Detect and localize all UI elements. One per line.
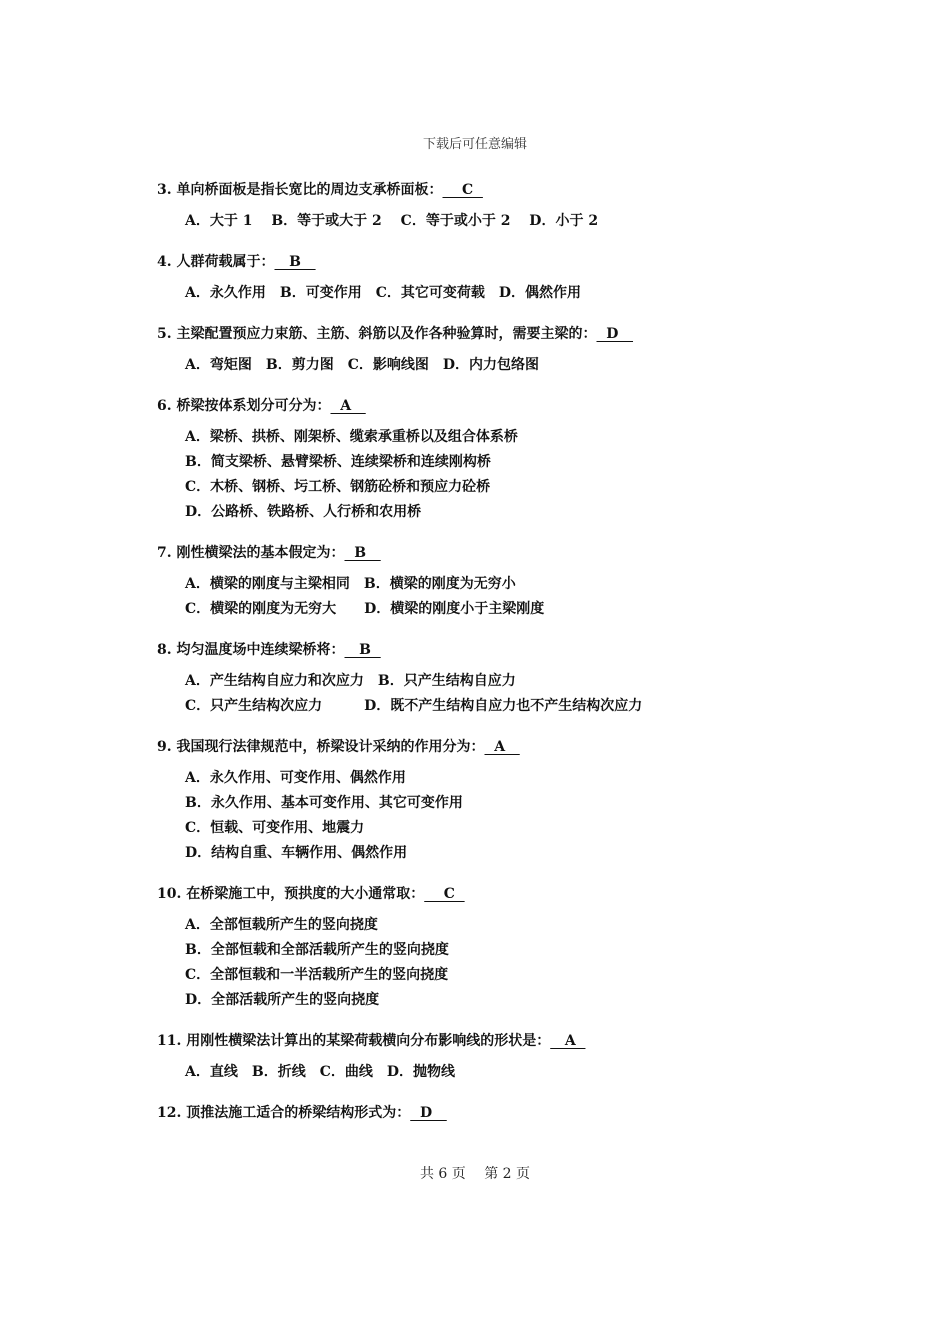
answer-blank: A xyxy=(484,739,520,755)
option-line: A．产生结构自应力和次应力 B．只产生结构自应力 xyxy=(185,673,516,689)
answer-blank: B xyxy=(344,642,381,658)
option-line: A．梁桥、拱桥、刚架桥、缆索承重桥以及组合体系桥 xyxy=(185,429,518,445)
question-text: 6. 桥梁按体系划分可分为： xyxy=(157,398,331,414)
option-line: C．横梁的刚度为无穷大 D．横梁的刚度小于主梁刚度 xyxy=(185,601,545,617)
answer-blank: D xyxy=(410,1105,447,1121)
option-list xyxy=(157,425,857,525)
answer-blank: C xyxy=(424,886,465,902)
page-header: 下载后可任意编辑 xyxy=(422,137,527,152)
question-block xyxy=(157,180,857,234)
answer-blank: C xyxy=(442,182,483,198)
question-stem xyxy=(157,543,857,563)
question-stem xyxy=(157,1103,857,1123)
option-line: A．永久作用 B．可变作用 C．其它可变荷载 D．偶然作用 xyxy=(185,285,581,301)
question-block xyxy=(157,543,857,622)
option-list xyxy=(157,766,857,866)
question-text: 4. 人群荷载属于： xyxy=(157,254,275,270)
question-text: 11. 用刚性横梁法计算出的某梁荷载横向分布影响线的形状是： xyxy=(157,1033,551,1049)
question-block xyxy=(157,1031,857,1085)
option-line: C．全部恒载和一半活载所产生的竖向挠度 xyxy=(185,967,449,983)
option-list xyxy=(157,669,857,719)
question-block xyxy=(157,884,857,1013)
option-list xyxy=(157,281,857,306)
question-block xyxy=(157,1103,857,1123)
option-line: B．简支梁桥、悬臂梁桥、连续梁桥和连续刚构桥 xyxy=(185,454,491,470)
page-footer: 共 6 页 第 2 页 xyxy=(419,1166,531,1182)
answer-blank: A xyxy=(550,1033,586,1049)
option-list xyxy=(157,572,857,622)
question-text: 7. 刚性横梁法的基本假定为： xyxy=(157,545,345,561)
option-line: C．只产生结构次应力 D．既不产生结构自应力也不产生结构次应力 xyxy=(185,698,643,714)
option-list xyxy=(157,1060,857,1085)
question-stem xyxy=(157,252,857,272)
answer-blank: D xyxy=(596,326,634,342)
option-line: B．永久作用、基本可变作用、其它可变作用 xyxy=(185,795,463,811)
question-text: 5. 主梁配置预应力束筋、主筋、斜筋以及作各种验算时，需要主梁的： xyxy=(157,326,597,342)
option-line: A．弯矩图 B．剪力图 C．影响线图 D．内力包络图 xyxy=(185,357,539,373)
question-stem xyxy=(157,396,857,416)
option-list xyxy=(157,913,857,1013)
option-list xyxy=(157,353,857,378)
question-text: 10. 在桥梁施工中，预拱度的大小通常取： xyxy=(157,886,425,902)
question-stem xyxy=(157,640,857,660)
question-stem xyxy=(157,884,857,904)
question-block xyxy=(157,396,857,525)
question-text: 8. 均匀温度场中连续梁桥将： xyxy=(157,642,345,658)
answer-blank: B xyxy=(274,254,316,270)
option-line: D．公路桥、铁路桥、人行桥和农用桥 xyxy=(185,504,422,520)
option-line: B．全部恒载和全部活载所产生的竖向挠度 xyxy=(185,942,449,958)
option-line: A．直线 B．折线 C．曲线 D．抛物线 xyxy=(185,1064,455,1080)
question-stem xyxy=(157,737,857,757)
answer-blank: A xyxy=(330,398,366,414)
question-block xyxy=(157,324,857,378)
option-line: A．永久作用、可变作用、偶然作用 xyxy=(185,770,406,786)
question-text: 12. 顶推法施工适合的桥梁结构形式为： xyxy=(157,1105,411,1121)
answer-blank: B xyxy=(344,545,381,561)
question-block xyxy=(157,640,857,719)
option-line: A．全部恒载所产生的竖向挠度 xyxy=(185,917,378,933)
question-block xyxy=(157,737,857,866)
option-line: C．木桥、钢桥、圬工桥、钢筋砼桥和预应力砼桥 xyxy=(185,479,491,495)
option-list xyxy=(157,209,857,234)
question-list xyxy=(157,180,857,1141)
question-stem xyxy=(157,324,857,344)
option-line: D．结构自重、车辆作用、偶然作用 xyxy=(185,845,408,861)
question-text: 9. 我国现行法律规范中，桥梁设计采纳的作用分为： xyxy=(157,739,485,755)
option-line: A．横梁的刚度与主梁相同 B．横梁的刚度为无穷小 xyxy=(185,576,516,592)
option-line: C．恒载、可变作用、地震力 xyxy=(185,820,365,836)
option-line: A．大于 1 B．等于或大于 2 C．等于或小于 2 D．小于 2 xyxy=(185,213,599,229)
question-stem xyxy=(157,1031,857,1051)
question-block xyxy=(157,252,857,306)
question-stem xyxy=(157,180,857,200)
option-line: D．全部活载所产生的竖向挠度 xyxy=(185,992,380,1008)
question-text: 3. 单向桥面板是指长宽比的周边支承桥面板： xyxy=(157,182,443,198)
